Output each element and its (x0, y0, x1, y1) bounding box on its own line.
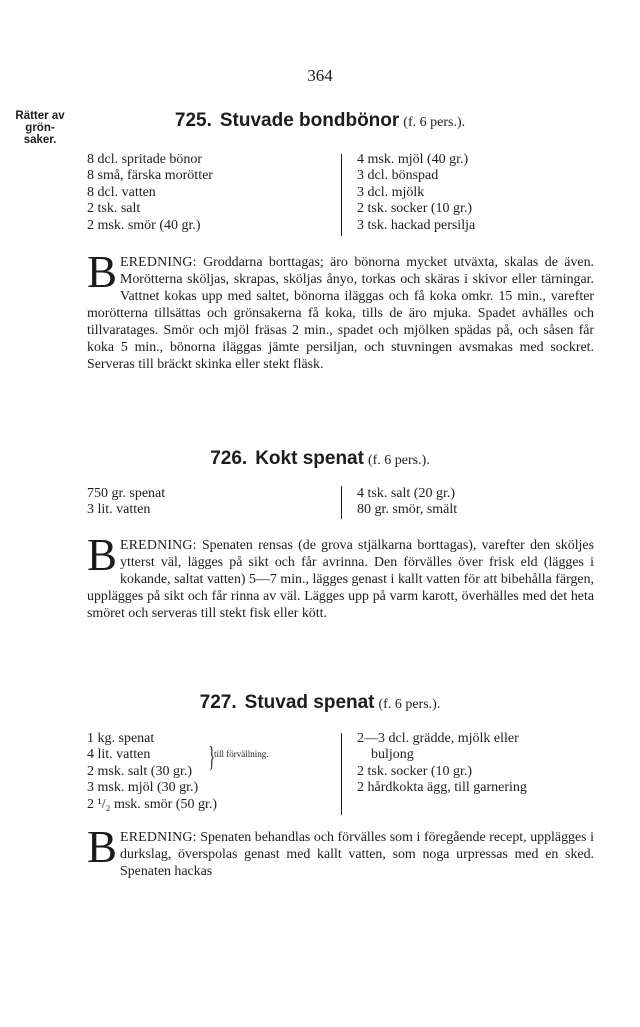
preparation-label: EREDNING: (120, 830, 197, 845)
brace-note: till förvällning. (214, 749, 269, 759)
ingredient-line: 2 ¹/₂ msk. smör (50 gr.) (87, 796, 218, 812)
ingredient-line: 8 dcl. spritade bönor (87, 152, 203, 167)
preparation-label: EREDNING: (120, 538, 197, 553)
ingredient-line: 8 dcl. vatten (87, 184, 156, 200)
ingredient-line: 1 kg. spenat (87, 731, 155, 746)
ingredient-divider (341, 154, 342, 236)
recipe-725-ingredients-left (87, 152, 213, 234)
ingredient-line: 4 lit. vatten (87, 747, 151, 763)
ingredient-divider (341, 486, 342, 519)
page-number: 364 (307, 66, 333, 85)
ingredient-line: 2 tsk. salt (87, 201, 141, 217)
ingredient-line: 2—3 dcl. grädde, mjölk eller (357, 731, 519, 746)
recipe-727-ingredients-right (357, 731, 527, 797)
drop-cap: B (87, 822, 118, 872)
ingredient-line: 3 dcl. mjölk (357, 184, 425, 200)
preparation-text: Spenaten rensas (de grova stjälkarna borttagas), varefter den sköljes ytterst väl, lägges på sikt och får avrinna. Den förvälles över frisk eld (lägges i kokande, saltat vatten) 5—7 min., lägges genast i kallt vatten för att bibehålla färgen, upplägges på sikt och får rinna av väl. Lägges upp på varm karott, överhälles med det heta smöret och serveras till stekt fisk eller kött. (87, 538, 594, 621)
ingredient-line: 2 msk. salt (30 gr.) (87, 763, 192, 779)
ingredient-line: 3 msk. mjöl (30 gr.) (87, 780, 199, 796)
ingredient-line: 2 hårdkokta ägg, till garnering (357, 780, 527, 796)
preparation-text: Spenaten behandlas och förvälles som i föregående recept, upplägges i durkslag, överspolas genast med kallt vatten, som noga urpressas med en sked. Spenaten hackas (120, 830, 594, 879)
recipe-727-preparation (87, 822, 594, 880)
ingredient-line: 3 dcl. bönspad (357, 168, 439, 184)
ingredient-line: 3 lit. vatten (87, 502, 151, 518)
recipe-726-ingredients-right (357, 486, 457, 519)
recipe-726-heading (0, 448, 640, 470)
drop-cap: B (87, 530, 118, 580)
preparation-label: EREDNING: (120, 255, 197, 270)
ingredient-divider (341, 733, 342, 815)
recipe-727-ingredients-left (87, 731, 217, 813)
recipe-725-ingredients-right (357, 152, 475, 234)
recipe-726-ingredients-left (87, 486, 165, 519)
recipe-726-preparation (87, 530, 594, 622)
recipe-727-heading (0, 692, 640, 714)
margin-label-line: grön- (25, 122, 55, 134)
recipe-title: Kokt spenat (255, 448, 364, 469)
ingredient-line: buljong (371, 747, 414, 763)
ingredient-line: 4 msk. mjöl (40 gr.) (357, 152, 469, 167)
drop-cap: B (87, 247, 118, 297)
recipe-servings: (f. 6 pers.). (378, 697, 441, 712)
recipe-title: Stuvade bondbönor (219, 110, 400, 131)
ingredient-line: 750 gr. spenat (87, 486, 166, 501)
ingredient-line: 80 gr. smör, smält (357, 502, 458, 518)
recipe-servings: (f. 6 pers.). (367, 453, 430, 468)
brace-glyph: } (208, 742, 216, 773)
margin-label-line: Rätter av (15, 110, 65, 122)
preparation-text: Groddarna borttagas; äro bönorna mycket utväxta, skalas de även. Morötterna sköljas, skrapas, sköljas ånyo, torkas och skäras i skivor eller tärningar. Vattnet kokas upp med saltet, bönorna iläggas och få koka omkr. 15 min., varefter morötterna tillsättas och grönsakerna få koka, tills de äro mjuka. Spadet avhälles och tillvaratages. Smör och mjöl fräsas 2 min., spadet och mjölken spädas på, och såsen får koka 5 min., bönorna iläggas jämte persiljan, och stuvningen avsmakas med sockret. Serveras till bräckt skinka eller stekt fläsk. (87, 255, 594, 372)
recipe-number: 727. (199, 692, 237, 713)
recipe-servings: (f. 6 pers.). (403, 115, 466, 130)
recipe-725-heading (0, 110, 640, 132)
ingredient-line: 8 små, färska morötter (87, 168, 213, 184)
ingredient-line: 2 msk. smör (40 gr.) (87, 217, 201, 233)
recipe-725-preparation (87, 247, 594, 373)
ingredient-line: 3 tsk. hackad persilja (357, 217, 476, 233)
margin-label-line: saker. (23, 134, 57, 146)
recipe-title: Stuvad spenat (244, 692, 375, 713)
recipe-number: 725. (174, 110, 212, 131)
ingredient-line: 2 tsk. socker (10 gr.) (357, 201, 473, 217)
ingredient-line: 2 tsk. socker (10 gr.) (357, 763, 473, 779)
recipe-number: 726. (210, 448, 248, 469)
ingredient-line: 4 tsk. salt (20 gr.) (357, 486, 455, 501)
